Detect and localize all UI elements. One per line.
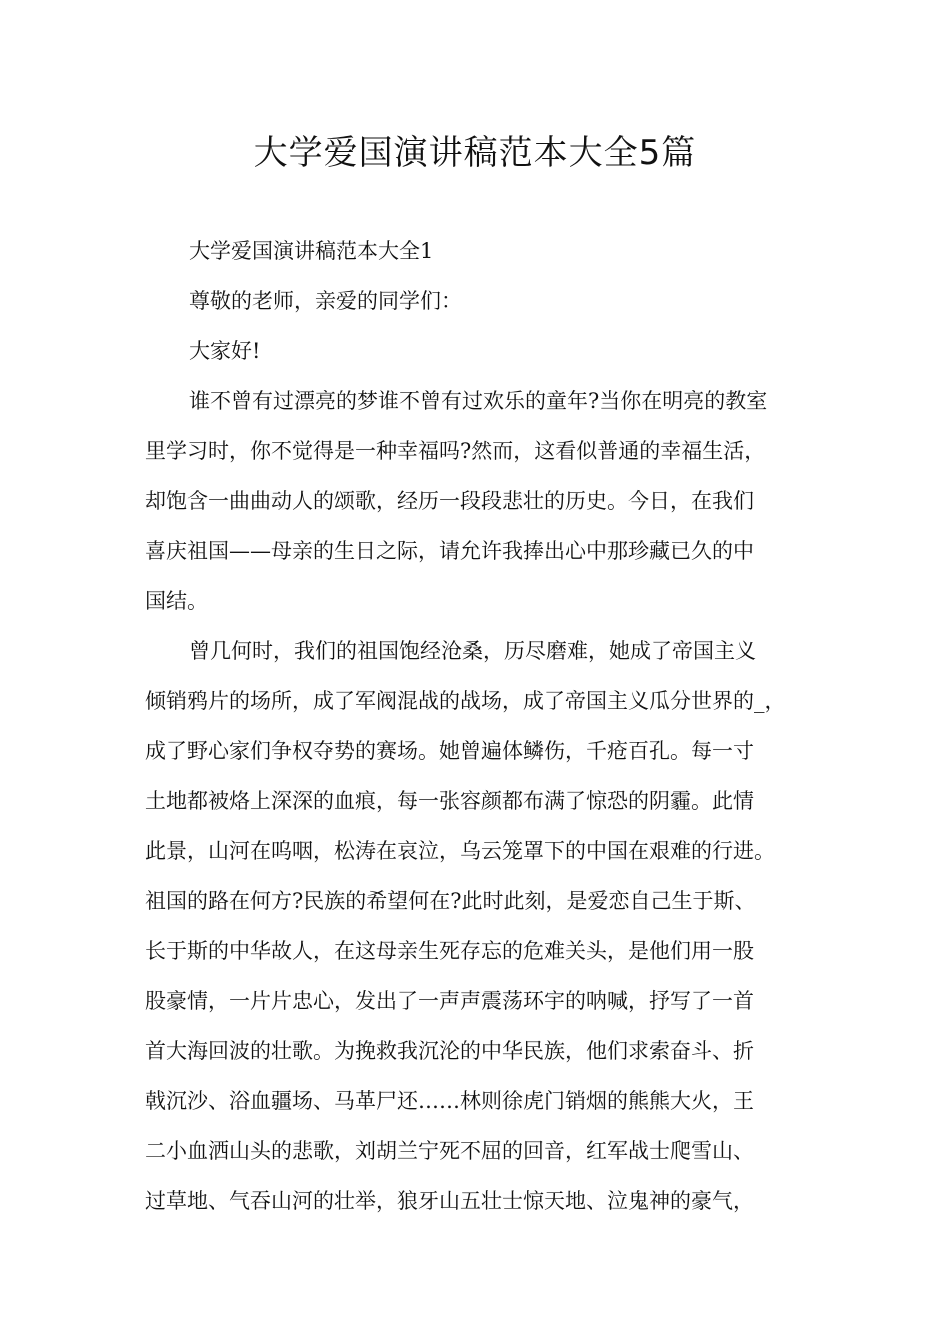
text-line: 长于斯的中华故人，在这母亲生死存忘的危难关头，是他们用一股	[145, 939, 754, 963]
text-line: 尊敬的老师，亲爱的同学们：	[189, 289, 462, 313]
document-title: 大学爱国演讲稿范本大全5篇	[253, 133, 697, 173]
text-line: 成了野心家们争权夺势的赛场。她曾遍体鳞伤，千疮百孔。每一寸	[145, 739, 754, 763]
text-line: 国结。	[145, 589, 208, 613]
text-line: 此景，山河在呜咽，松涛在哀泣，乌云笼罩下的中国在艰难的行进。	[145, 839, 775, 863]
text-line: 戟沉沙、浴血疆场、马革尸还……林则徐虎门销烟的熊熊大火，王	[145, 1089, 754, 1113]
text-line: 却饱含一曲曲动人的颂歌，经历一段段悲壮的历史。今日，在我们	[145, 489, 754, 513]
text-line: 过草地、气吞山河的壮举，狼牙山五壮士惊天地、泣鬼神的豪气，	[145, 1189, 754, 1213]
text-line: 土地都被烙上深深的血痕，每一张容颜都布满了惊恐的阴霾。此情	[145, 789, 754, 813]
text-line: 股豪情，一片片忠心，发出了一声声震荡环宇的呐喊，抒写了一首	[145, 989, 754, 1013]
text-line: 倾销鸦片的场所，成了军阀混战的战场，成了帝国主义瓜分世界的_，	[145, 689, 786, 713]
text-line: 首大海回波的壮歌。为挽救我沉沦的中华民族，他们求索奋斗、折	[145, 1039, 754, 1063]
text-line: 大学爱国演讲稿范本大全1	[189, 239, 434, 263]
text-line: 里学习时，你不觉得是一种幸福吗?然而，这看似普通的幸福生活，	[145, 439, 766, 463]
text-line: 二小血洒山头的悲歌，刘胡兰宁死不屈的回音，红军战士爬雪山、	[145, 1139, 754, 1163]
text-line: 祖国的路在何方?民族的希望何在?此时此刻，是爱恋自己生于斯、	[145, 889, 756, 913]
text-line: 大家好!	[189, 339, 261, 363]
document-body	[145, 226, 813, 1226]
text-line: 谁不曾有过漂亮的梦谁不曾有过欢乐的童年?当你在明亮的教室	[189, 389, 768, 413]
text-line: 曾几何时，我们的祖国饱经沧桑，历尽磨难，她成了帝国主义	[189, 639, 756, 663]
text-line: 喜庆祖国——母亲的生日之际，请允许我捧出心中那珍藏已久的中	[145, 539, 754, 563]
